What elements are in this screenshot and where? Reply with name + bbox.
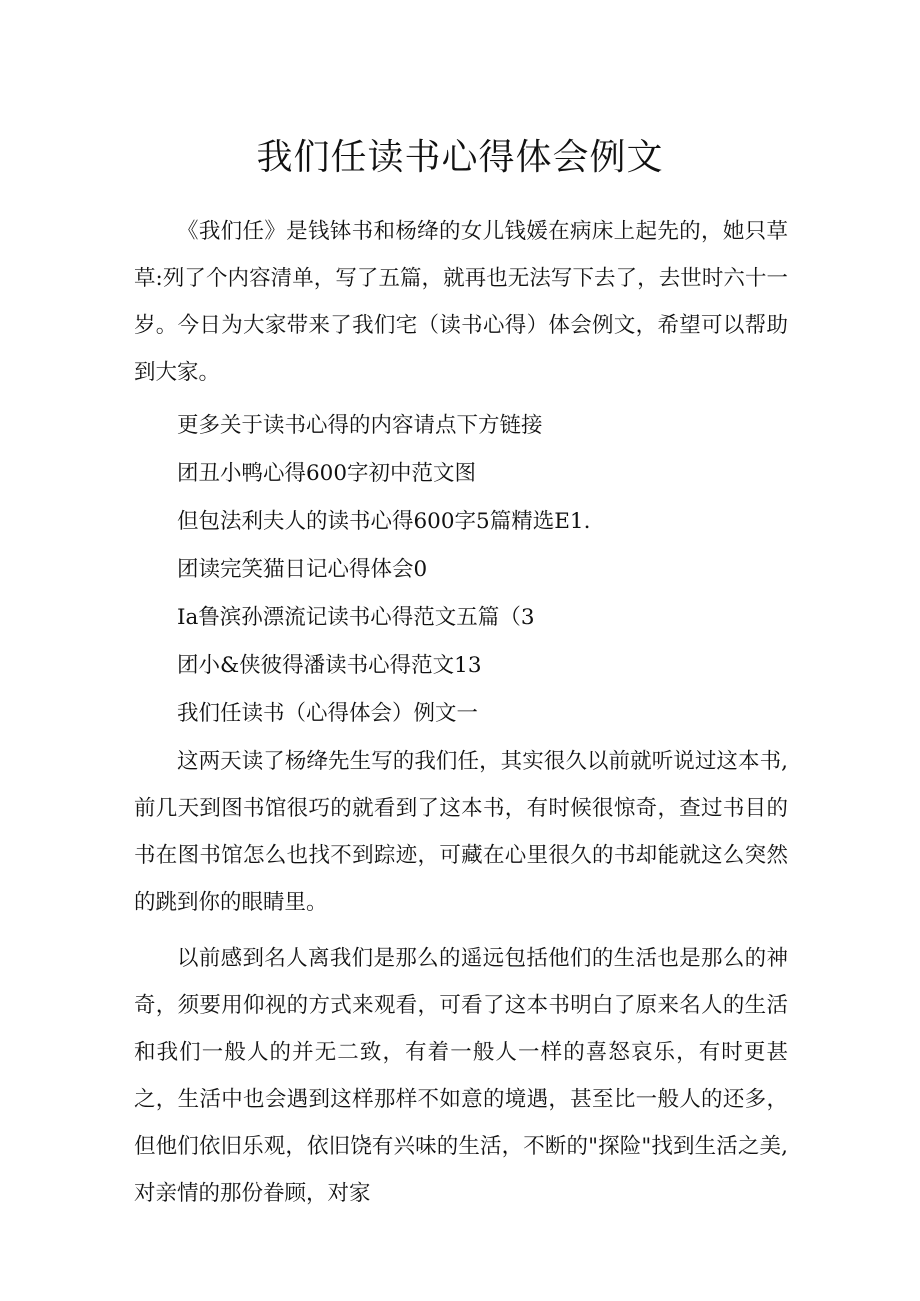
- link-item-1[interactable]: 团丑小鸭心得600字初中范文图: [177, 461, 477, 486]
- intro-paragraph: 《我们任》是钱钵书和杨绛的女儿钱媛在病床上起先的，她只草草:列了个内容清单，写了五篇，就再也无法写下去了，去世时六十一岁。今日为大家带来了我们宅（读书心得）体会例文，希望可以帮助到大家。: [134, 219, 788, 385]
- document-title: 我们任读书心得体会例文: [256, 137, 664, 178]
- link-item-2[interactable]: 但包法利夫人的读书心得600字5篇精选E1.: [177, 509, 591, 534]
- links-heading: 更多关于读书心得的内容请点下方链接: [177, 413, 543, 438]
- link-item-3[interactable]: 团读完笑猫日记心得体会0: [177, 557, 428, 582]
- body-paragraph-1: 这两天读了杨绛先生写的我们任，其实很久以前就听说过这本书,前几天到图书馆很巧的就看到了这本书，有时候很惊奇，查过书目的书在图书馆怎么也找不到踪迹，可藏在心里很久的书却能就这么突然的跳到你的眼睛里。: [134, 749, 788, 915]
- section-heading: 我们任读书（心得体会）例文一: [177, 701, 479, 726]
- body-paragraph-2: 以前感到名人离我们是那么的遥远包括他们的生活也是那么的神奇，须要用仰视的方式来观看，可看了这本书明白了原来名人的生活和我们一般人的并无二致，有着一般人一样的喜怒哀乐，有时更甚之，生活中也会遇到这样那样不如意的境遇，甚至比一般人的还多，但他们依旧乐观，依旧饶有兴味的生活，不断的"探险"找到生活之美,对亲情的那份眷顾，对家: [134, 946, 788, 1206]
- link-item-4[interactable]: Ia鲁滨孙漂流记读书心得范文五篇（3: [177, 605, 535, 630]
- link-item-5[interactable]: 团小&侠彼得潘读书心得范文13: [177, 653, 482, 678]
